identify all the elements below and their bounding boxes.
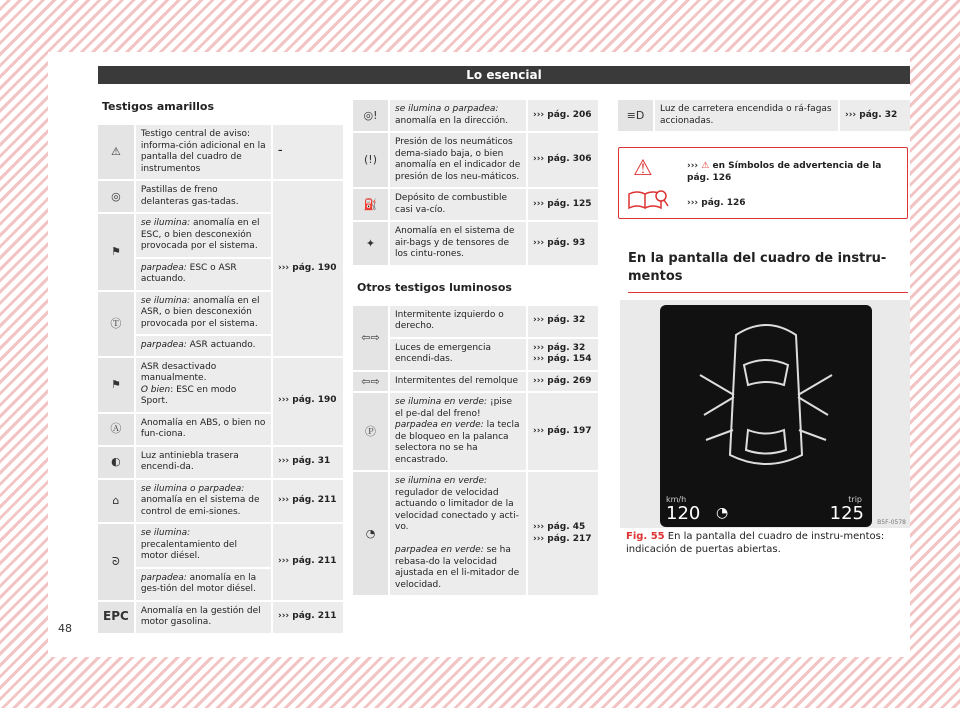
table-row [98, 524, 343, 567]
cruise-control-icon: ◔ [353, 472, 388, 595]
page-ref: ››› pág. 125 [526, 189, 598, 220]
trailer-signal-icon: ⇦⇨ [353, 372, 388, 392]
row-text [134, 336, 271, 356]
row-text: Luz de carretera encendida o rá-fagas accionadas. [653, 100, 838, 131]
rest-text: anomalía en el ASR, o bien desconexión provocada por el sistema. [140, 295, 260, 329]
rest-text: regulador de velocidad actuando o limitador de la velocidad conectado y acti-vo. [395, 487, 519, 532]
page [48, 52, 910, 657]
row-text [134, 259, 271, 290]
yellow-lights-table-cont [353, 98, 598, 267]
table-row [98, 447, 343, 478]
kmh-label: km/h [666, 495, 687, 504]
page-ref: ››› pág. 93 [526, 222, 598, 265]
row-text [134, 480, 271, 523]
row-text [388, 472, 526, 595]
table-row [353, 306, 598, 337]
lead-text: se ilumina: [140, 295, 191, 306]
row-text [388, 393, 526, 470]
page-ref: ››› pág. 32 [838, 100, 910, 131]
esc-icon: ⚑ [98, 214, 134, 290]
other-lights-table-cont [618, 98, 910, 133]
lead-text: parpadea: [140, 572, 187, 583]
fuel-icon: ⛽ [353, 189, 388, 220]
epc-icon: EPC [98, 602, 134, 633]
warning-box [618, 147, 908, 219]
lead-text: parpadea en verde: [395, 545, 484, 555]
lead-text: parpadea en verde: [395, 420, 484, 430]
row-text: Intermitente izquierdo o derecho. [388, 306, 526, 337]
left-column [98, 92, 343, 635]
tyre-pressure-icon: (!) [353, 133, 388, 187]
warning-ref-2: ››› pág. 126 [687, 198, 746, 208]
table-row [618, 100, 910, 131]
trip-value: 125 [829, 503, 864, 524]
warning-ref-text: en Símbolos de advertencia de la pág. 126 [687, 161, 882, 183]
page-ref: ››› pág. 206 [526, 100, 598, 131]
row-text: Anomalía en ABS, o bien no fun-ciona. [134, 414, 271, 445]
lead-text: se ilumina en verde: [395, 397, 488, 407]
row-text [134, 358, 271, 412]
table-row [353, 339, 598, 370]
table-row [353, 472, 598, 595]
figure-55 [620, 300, 910, 528]
airbag-icon: ✦ [353, 222, 388, 265]
warning-triangle-icon: ⚠ [633, 156, 653, 181]
table-row [353, 133, 598, 187]
speed-value: 120 [666, 503, 701, 524]
warning-triangle-icon: ⚠ [98, 125, 134, 179]
lead-text: se ilumina o parpadea: [140, 483, 245, 494]
instrument-screen [660, 305, 872, 527]
page-ref: ››› pág. 211 [271, 602, 343, 633]
row-text: Testigo central de aviso: informa-ción adicional en la pantalla del cuadro de instrumentos [134, 125, 271, 179]
caption-text: En la pantalla del cuadro de instru-mentos: indicación de puertas abiertas. [626, 531, 885, 555]
ref-b: ››› pág. 154 [533, 354, 592, 364]
page-ref: ››› pág. 190 [271, 358, 343, 445]
car-doors-open-icon [660, 305, 872, 490]
row-text [134, 569, 271, 600]
glow-plug-icon: ᘐ [98, 524, 134, 600]
esc-off-icon: ⚑ [98, 358, 134, 412]
section-title-other: Otros testigos luminosos [357, 280, 512, 294]
section-title-yellow: Testigos amarillos [102, 100, 215, 113]
rest-text: ESC o ASR actuando. [140, 262, 237, 284]
page-ref: ››› pág. 31 [271, 447, 343, 478]
lead-text: se ilumina en verde: [395, 476, 488, 486]
ref-a: ››› pág. 45 [533, 522, 586, 532]
table-row [98, 480, 343, 523]
ref-b: ››› pág. 217 [533, 533, 592, 544]
table-row [353, 372, 598, 392]
rest-text: se ha rebasa-do la velocidad ajustada en el li-mitador de velocidad. [395, 545, 520, 590]
page-ref: ››› pág. 306 [526, 133, 598, 187]
page-ref [526, 339, 598, 370]
row-text: Intermitentes del remolque [388, 372, 526, 392]
asr-tc-icon: Ⓣ [98, 292, 134, 356]
row-text [134, 292, 271, 335]
page-ref: ››› pág. 211 [271, 524, 343, 600]
table-row [98, 602, 343, 633]
page-ref [526, 472, 598, 595]
rest-text: anomalía en el sistema de control de emi-siones. [140, 495, 260, 517]
row-text: Pastillas de freno delanteras gas-tadas. [134, 181, 271, 212]
warning-ref-1 [687, 160, 897, 184]
row-text: Presión de los neumáticos dema-siado baja, o bien anomalía en el indicador de presión de los neu-máticos. [388, 133, 526, 187]
trip-label: trip [848, 495, 862, 504]
rear-fog-icon: ◐ [98, 447, 134, 478]
lead-text: O bien [140, 384, 171, 395]
figure-number: Fig. 55 [626, 531, 665, 542]
lead-text: se ilumina o parpadea: [395, 104, 499, 114]
rest-text: ¡pise el pe-dal del freno! [395, 397, 513, 419]
row-text [134, 524, 271, 567]
table-row [98, 358, 343, 412]
page-ref: ››› pág. 197 [526, 393, 598, 470]
row-text: Luz antiniebla trasera encendi-da. [134, 447, 271, 478]
cruise-icon: ◔ [716, 505, 729, 521]
section-heading: En la pantalla del cuadro de instru-mentos [628, 250, 908, 293]
lead-text: parpadea: [140, 262, 187, 273]
row-text: Anomalía en el sistema de air-bags y de tensores de los cintu-rones. [388, 222, 526, 265]
chevrons: ››› [687, 161, 699, 171]
figure-id: B5F-0578 [877, 519, 906, 526]
table-row [353, 393, 598, 470]
page-header: Lo esencial [98, 66, 910, 84]
page-ref: – [271, 125, 343, 179]
middle-column [353, 98, 598, 597]
page-ref: ››› pág. 211 [271, 480, 343, 523]
manual-book-icon [627, 188, 669, 210]
rest-text: precalentamiento del motor diésel. [140, 539, 237, 561]
main-text: ASR desactivado manualmente. [140, 361, 217, 383]
table-row [353, 222, 598, 265]
right-column [618, 98, 910, 133]
rest-text: anomalía en la dirección. [395, 115, 509, 126]
table-row [98, 181, 343, 212]
lead-text: parpadea: [140, 340, 187, 350]
turn-signal-icon: ⇦⇨ [353, 306, 388, 370]
row-text [388, 100, 526, 131]
high-beam-icon: ≡D [618, 100, 653, 131]
lead-text: se ilumina: [140, 218, 191, 228]
table-row [353, 189, 598, 220]
row-text: Anomalía en la gestión del motor gasolina. [134, 602, 271, 633]
row-text: Luces de emergencia encendi-das. [388, 339, 526, 370]
figure-caption [626, 530, 908, 556]
table-row [353, 100, 598, 131]
abs-icon: Ⓐ [98, 414, 134, 445]
page-ref: ››› pág. 190 [271, 181, 343, 356]
brake-pads-icon: ◎ [98, 181, 134, 212]
ref-a: ››› pág. 32 [533, 342, 586, 353]
other-lights-table [353, 304, 598, 598]
table-row [98, 125, 343, 179]
yellow-lights-table [98, 123, 343, 635]
rest-text: : ESC en modo Sport. [140, 384, 237, 406]
rest-text: la tecla de bloqueo en la palanca selectora no se ha encastrado. [395, 420, 520, 465]
brake-pedal-icon: Ⓟ [353, 393, 388, 470]
lead-text: se ilumina: [140, 528, 191, 538]
page-ref: ››› pág. 269 [526, 372, 598, 392]
page-ref: ››› pág. 32 [526, 306, 598, 337]
mini-triangle-icon: ⚠ [701, 161, 710, 171]
rest-text: anomalía en la ges-tión del motor diésel. [140, 572, 257, 594]
steering-warning-icon: ◎! [353, 100, 388, 131]
rest-text: ASR actuando. [186, 340, 256, 350]
page-number: 48 [58, 622, 72, 635]
rest-text: anomalía en el ESC, o bien desconexión provocada por el sistema. [140, 218, 260, 251]
engine-icon: ⌂ [98, 480, 134, 523]
row-text: Depósito de combustible casi va-cío. [388, 189, 526, 220]
row-text [134, 214, 271, 257]
